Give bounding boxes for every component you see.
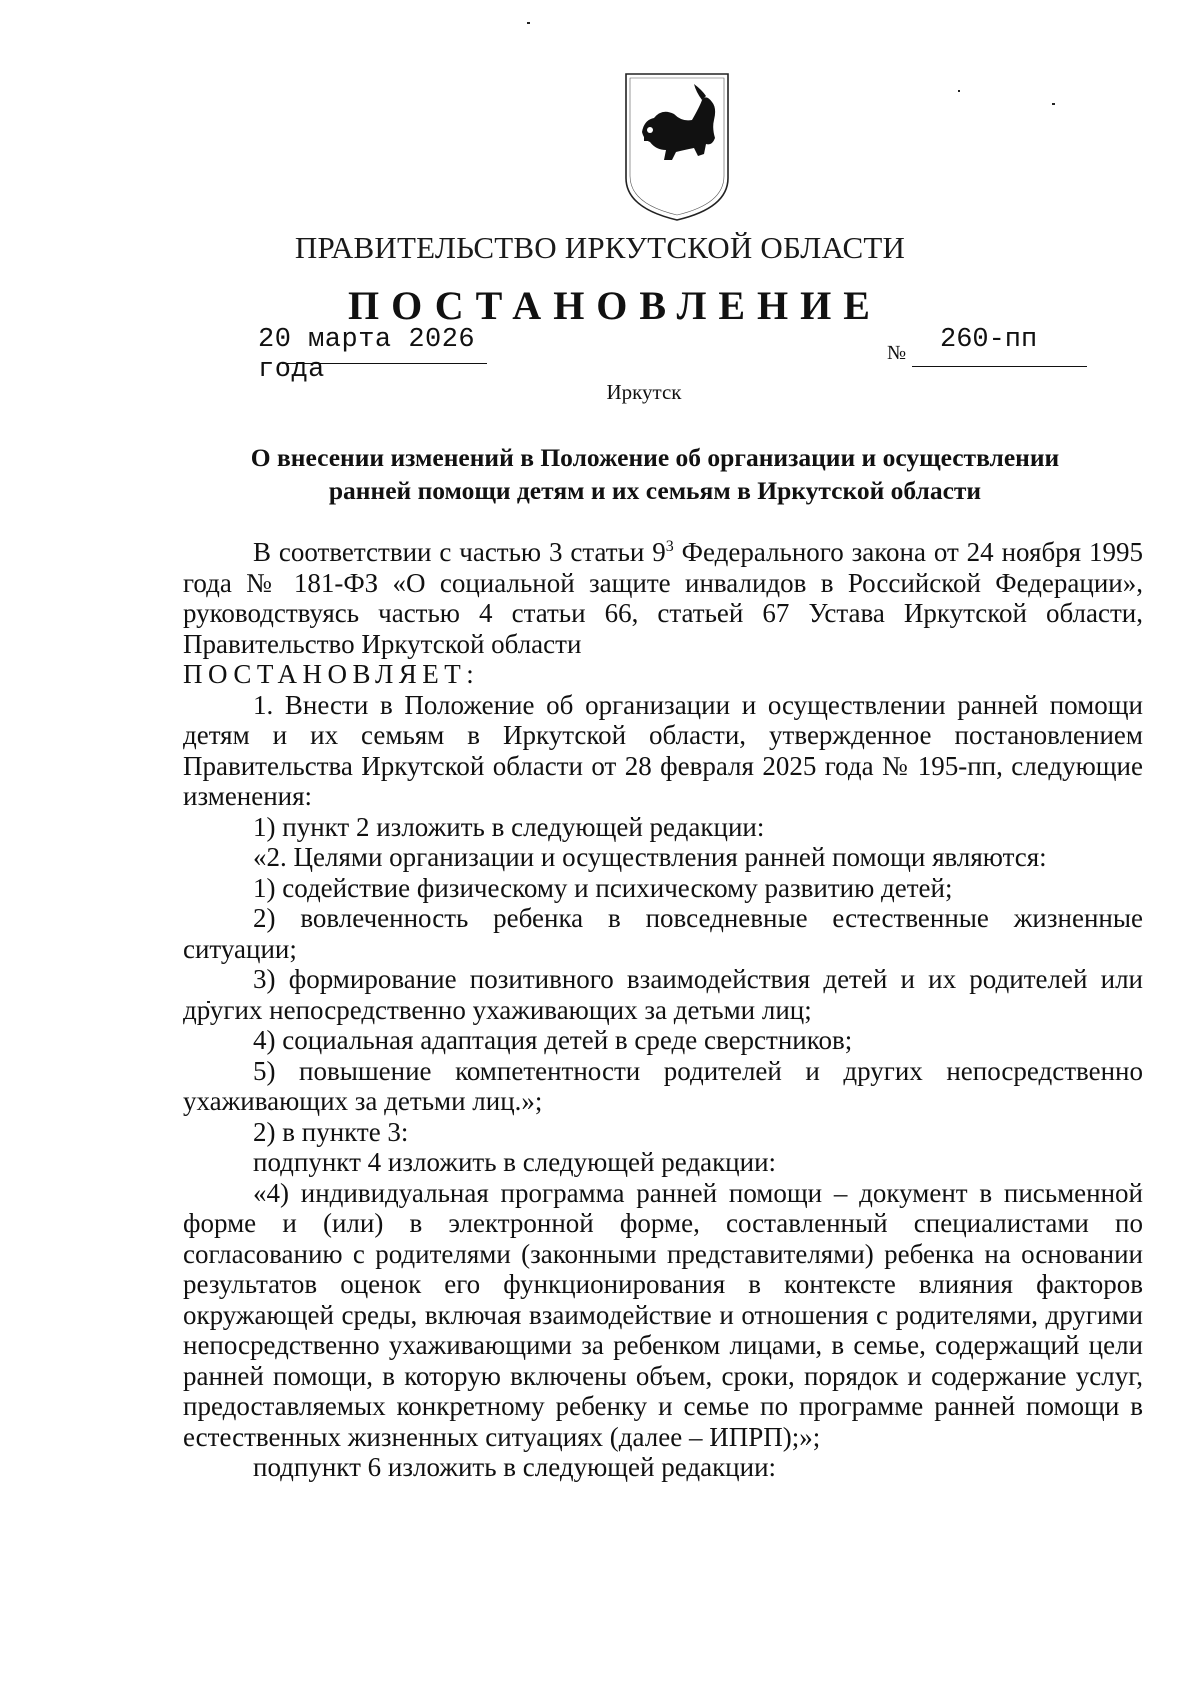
coat-of-arms-emblem bbox=[622, 70, 732, 222]
document-date: 20 марта 2026 года bbox=[258, 325, 476, 385]
document-city: Иркутск bbox=[606, 380, 682, 404]
organization-name: ПРАВИТЕЛЬСТВО ИРКУТСКОЙ ОБЛАСТИ bbox=[294, 230, 906, 265]
scan-speck bbox=[1052, 103, 1055, 105]
preamble-text-end: Федерального закона от 24 ноября 1995 года № 181-ФЗ «О социальной защите инвалидов в Российской Федерации», руководствуясь частью 4 статьи 66, статьей 67 Устава Иркутской области, Правительство Иркутской области bbox=[183, 537, 1144, 659]
paragraph-10: подпункт 4 изложить в следующей редакции: bbox=[253, 1147, 777, 1177]
paragraph-12: подпункт 6 изложить в следующей редакции: bbox=[253, 1452, 777, 1482]
paragraph-1: 1. Внести в Положение об организации и осуществлении ранней помощи детям и их семьям в Иркутской области, утвержденное постановлением Правительства Иркутской области от 28 февраля 2025 года № 195-пп, следующие изменения: bbox=[183, 689, 1143, 811]
article-superscript: 3 bbox=[665, 538, 674, 555]
paragraph-8: 5) повышение компетентности родителей и других непосредственно ухаживающих за детьми лиц.»; bbox=[183, 1055, 1143, 1116]
number-sign: № bbox=[887, 342, 907, 364]
paragraph-7: 4) социальная адаптация детей в среде сверстников; bbox=[253, 1025, 853, 1055]
paragraph-5: 2) вовлеченность ребенка в повседневные естественные жизненные ситуации; bbox=[183, 903, 1143, 964]
paragraph-9: 2) в пункте 3: bbox=[253, 1116, 409, 1147]
decree-word: ПОСТАНОВЛЯЕТ: bbox=[183, 659, 480, 689]
date-underline bbox=[282, 363, 487, 364]
document-body bbox=[183, 537, 1143, 1483]
title-line-2: ранней помощи детям и их семьям в Иркутской области bbox=[328, 476, 982, 505]
scan-speck bbox=[958, 90, 960, 92]
paragraph-3: «2. Целями организации и осуществления ранней помощи являются: bbox=[253, 842, 1047, 872]
document-number: 260-пп bbox=[940, 325, 1038, 355]
number-underline bbox=[912, 366, 1087, 367]
preamble-text-start: В соответствии с частью 3 статьи 9 bbox=[253, 537, 666, 567]
paragraph-6: 3) формирование позитивного взаимодействия детей и их родителей или других непосредственно ухаживающих за детьми лиц; bbox=[183, 964, 1143, 1025]
document-type: ПОСТАНОВЛЕНИЕ bbox=[348, 283, 882, 328]
paragraph-2: 1) пункт 2 изложить в следующей редакции: bbox=[253, 811, 765, 842]
document-title bbox=[190, 441, 1120, 507]
preamble-paragraph bbox=[183, 537, 1143, 659]
paragraph-11: «4) индивидуальная программа ранней помощи – документ в письменной форме и (или) в электронной форме, составленный специалистами по согласованию с родителями (законными представителями) ребенка на основании результатов оценок его функционирования в контексте влияния факторов окружающей среды, включая взаимодействие и отношения с родителями, другими непосредственно ухаживающими за ребенком лицами, в семье, содержащий цели ранней помощи, в которую включены объем, сроки, порядок и содержание услуг, предоставляемых конкретному ребенку и семье по программе ранней помощи в естественных жизненных ситуациях (далее – ИПРП);»; bbox=[183, 1177, 1143, 1452]
title-line-1: О внесении изменений в Положение об организации и осуществлении bbox=[250, 443, 1060, 472]
scan-speck bbox=[527, 22, 530, 24]
paragraph-4: 1) содействие физическому и психическому развитию детей; bbox=[253, 872, 953, 903]
